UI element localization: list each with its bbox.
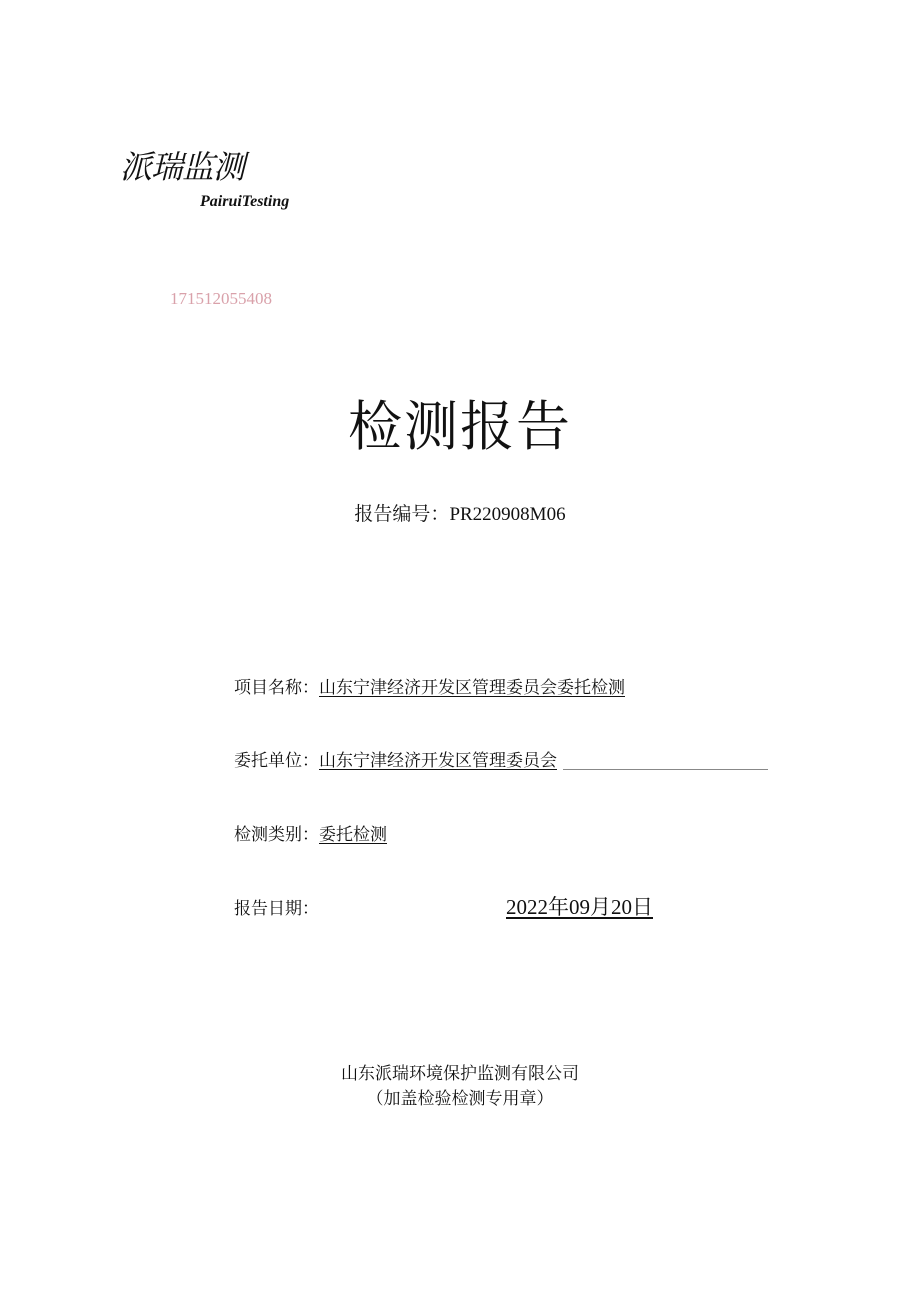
client-value: 山东宁津经济开发区管理委员会 (319, 751, 557, 770)
report-date-row (234, 894, 319, 919)
client-blank-line (563, 768, 768, 770)
serial-number: 171512055408 (170, 289, 272, 308)
report-number-value: PR220908M06 (449, 504, 566, 525)
company-logo-en: PairuiTesting (200, 193, 290, 210)
client-label: 委托单位： (234, 751, 319, 770)
company-logo-cn: 派瑞监测 (120, 148, 245, 186)
report-number-label: 报告编号： (354, 504, 450, 525)
category-label: 检测类别： (234, 825, 319, 844)
category-value: 委托检测 (319, 825, 387, 844)
project-name-label: 项目名称： (234, 678, 319, 697)
issuing-company: 山东派瑞环境保护监测有限公司 (341, 1064, 579, 1083)
project-name-row (234, 673, 625, 698)
report-date-label: 报告日期： (234, 899, 319, 918)
report-number (0, 499, 920, 526)
seal-note: （加盖检验检测专用章） (366, 1089, 554, 1108)
project-name-value: 山东宁津经济开发区管理委员会委托检测 (319, 678, 625, 697)
client-row (234, 746, 768, 771)
report-date-value: 2022年09月20日 (506, 895, 653, 919)
category-row (234, 820, 387, 845)
document-title: 检测报告 (348, 395, 572, 458)
